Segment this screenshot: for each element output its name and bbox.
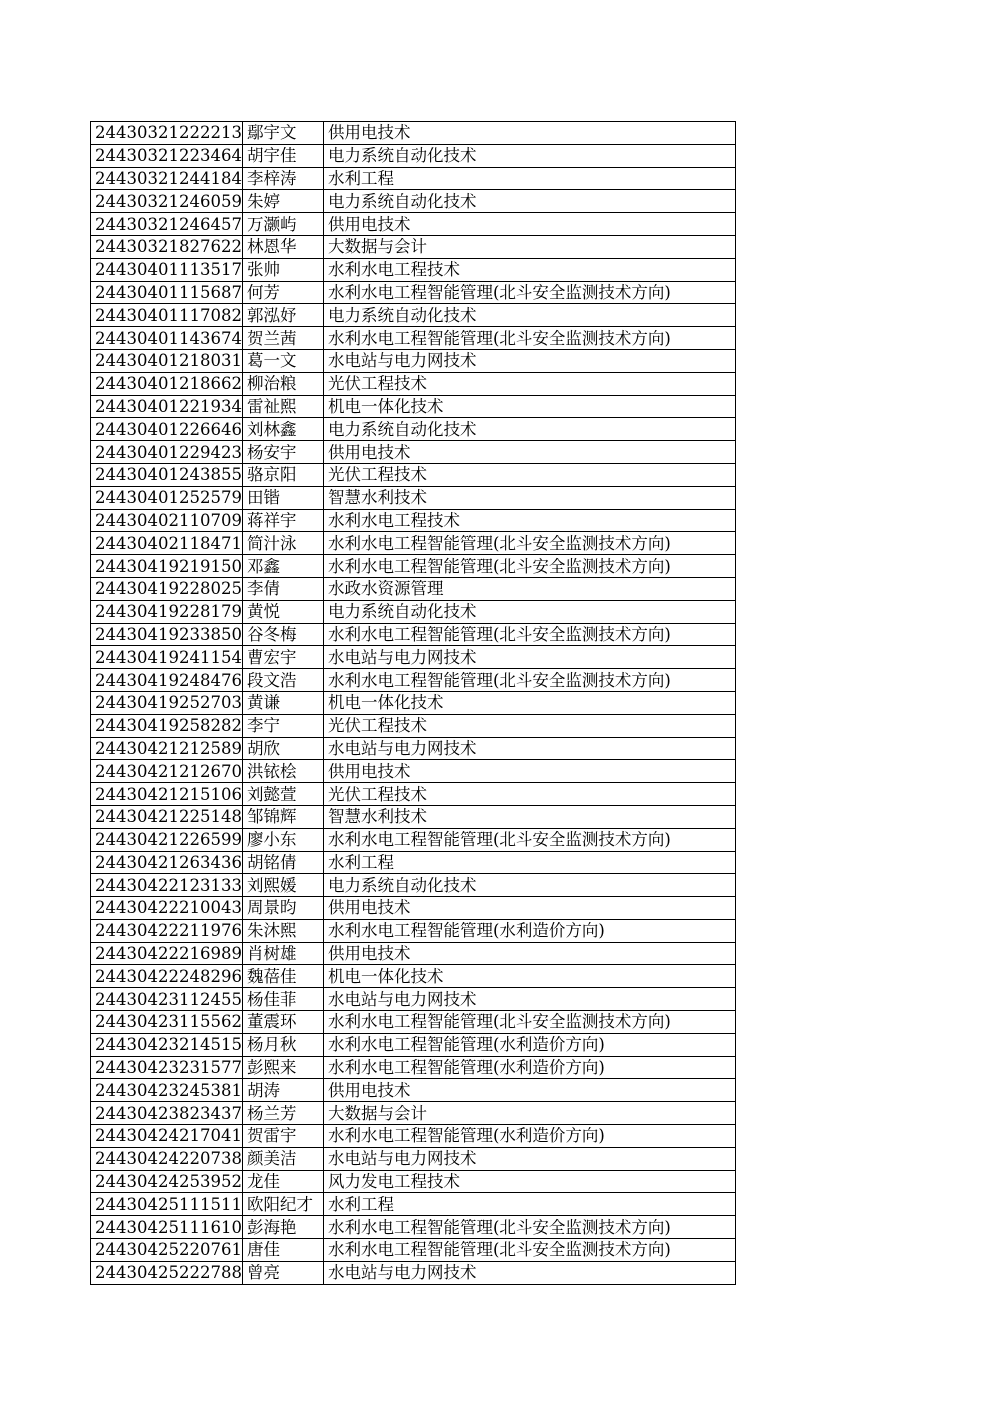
table-row [91,623,736,646]
table-row [91,919,736,942]
major-cell: 机电一体化技术 [323,965,735,988]
student-name-cell: 段文浩 [242,669,323,692]
student-id-cell: 24430425111610 [91,1216,243,1239]
table-row [91,1056,736,1079]
student-id-cell: 24430401221934 [91,395,243,418]
major-cell: 水利水电工程智能管理(水利造价方向) [323,1056,735,1079]
major-cell: 水利水电工程智能管理(北斗安全监测技术方向) [323,532,735,555]
major-cell: 供用电技术 [323,1079,735,1102]
student-name-cell: 简汁泳 [242,532,323,555]
table-row [91,691,736,714]
major-cell: 电力系统自动化技术 [323,190,735,213]
table-row [91,555,736,578]
major-cell: 供用电技术 [323,897,735,920]
student-name-cell: 欧阳纪才 [242,1193,323,1216]
table-row [91,1193,736,1216]
student-name-cell: 杨安宇 [242,441,323,464]
table-row [91,669,736,692]
table-row [91,805,736,828]
table-row [91,1125,736,1148]
table-row [91,441,736,464]
table-row [91,760,736,783]
student-name-cell: 曾亮 [242,1261,323,1284]
student-id-cell: 24430419241154 [91,646,243,669]
student-id-cell: 24430321827622 [91,235,243,258]
student-id-cell: 24430421215106 [91,783,243,806]
major-cell: 电力系统自动化技术 [323,418,735,441]
student-id-cell: 24430401117082 [91,304,243,327]
student-id-cell: 24430401143674 [91,327,243,350]
student-id-cell: 24430423231577 [91,1056,243,1079]
student-name-cell: 骆京阳 [242,463,323,486]
student-id-cell: 24430321246457 [91,213,243,236]
table-row [91,577,736,600]
major-cell: 水利工程 [323,1193,735,1216]
major-cell: 电力系统自动化技术 [323,144,735,167]
student-name-cell: 贺兰茜 [242,327,323,350]
student-name-cell: 朱沐熙 [242,919,323,942]
student-name-cell: 刘熙媛 [242,874,323,897]
student-name-cell: 邹锦辉 [242,805,323,828]
student-id-cell: 24430421225148 [91,805,243,828]
student-name-cell: 张帅 [242,258,323,281]
table-row [91,965,736,988]
table-row [91,463,736,486]
student-id-cell: 24430321246059 [91,190,243,213]
student-id-cell: 24430421212670 [91,760,243,783]
student-name-cell: 彭海艳 [242,1216,323,1239]
student-id-cell: 24430401229423 [91,441,243,464]
table-row [91,714,736,737]
major-cell: 供用电技术 [323,942,735,965]
student-id-cell: 24430425222788 [91,1261,243,1284]
major-cell: 水电站与电力网技术 [323,646,735,669]
table-row [91,988,736,1011]
major-cell: 电力系统自动化技术 [323,304,735,327]
major-cell: 水利水电工程智能管理(北斗安全监测技术方向) [323,281,735,304]
major-cell: 水电站与电力网技术 [323,737,735,760]
student-id-cell: 24430321223464 [91,144,243,167]
major-cell: 智慧水利技术 [323,486,735,509]
student-id-cell: 24430424220738 [91,1147,243,1170]
major-cell: 水利水电工程技术 [323,509,735,532]
table-row [91,122,736,145]
student-name-cell: 蒋祥宇 [242,509,323,532]
table-row [91,258,736,281]
student-id-cell: 24430425220761 [91,1239,243,1262]
table-row [91,486,736,509]
student-id-cell: 24430401252579 [91,486,243,509]
student-id-cell: 24430423112455 [91,988,243,1011]
student-name-cell: 董震环 [242,1011,323,1034]
major-cell: 水利工程 [323,851,735,874]
table-row [91,167,736,190]
major-cell: 水利水电工程智能管理(水利造价方向) [323,1033,735,1056]
student-name-cell: 龙佳 [242,1170,323,1193]
table-row [91,874,736,897]
student-name-cell: 颜美洁 [242,1147,323,1170]
student-name-cell: 杨佳菲 [242,988,323,1011]
major-cell: 水利水电工程智能管理(北斗安全监测技术方向) [323,828,735,851]
student-id-cell: 24430402110709 [91,509,243,532]
major-cell: 水利工程 [323,167,735,190]
major-cell: 水电站与电力网技术 [323,349,735,372]
student-name-cell: 胡涛 [242,1079,323,1102]
major-cell: 水利水电工程技术 [323,258,735,281]
major-cell: 机电一体化技术 [323,395,735,418]
major-cell: 光伏工程技术 [323,783,735,806]
major-cell: 光伏工程技术 [323,463,735,486]
table-row [91,144,736,167]
student-id-cell: 24430401113517 [91,258,243,281]
student-id-cell: 24430401218662 [91,372,243,395]
student-id-cell: 24430419258282 [91,714,243,737]
student-id-cell: 24430425111511 [91,1193,243,1216]
student-id-cell: 24430422248296 [91,965,243,988]
student-name-cell: 雷祉熙 [242,395,323,418]
major-cell: 智慧水利技术 [323,805,735,828]
major-cell: 风力发电工程技术 [323,1170,735,1193]
student-name-cell: 何芳 [242,281,323,304]
student-name-cell: 黄谦 [242,691,323,714]
student-list-table [90,121,736,1285]
table-row [91,372,736,395]
student-id-cell: 24430321222213 [91,122,243,145]
student-name-cell: 彭熙来 [242,1056,323,1079]
student-id-cell: 24430422210043 [91,897,243,920]
table-row [91,600,736,623]
major-cell: 水电站与电力网技术 [323,988,735,1011]
student-name-cell: 郭泓妤 [242,304,323,327]
table-row [91,1170,736,1193]
student-name-cell: 杨兰芳 [242,1102,323,1125]
table-row [91,532,736,555]
table-row [91,281,736,304]
major-cell: 供用电技术 [323,760,735,783]
student-id-cell: 24430423245381 [91,1079,243,1102]
major-cell: 水利水电工程智能管理(北斗安全监测技术方向) [323,1239,735,1262]
student-name-cell: 杨月秋 [242,1033,323,1056]
major-cell: 水政水资源管理 [323,577,735,600]
student-name-cell: 胡欣 [242,737,323,760]
table-row [91,190,736,213]
student-id-cell: 24430401115687 [91,281,243,304]
major-cell: 水利水电工程智能管理(北斗安全监测技术方向) [323,327,735,350]
student-name-cell: 刘懿萱 [242,783,323,806]
major-cell: 电力系统自动化技术 [323,874,735,897]
table-row [91,327,736,350]
student-name-cell: 林恩华 [242,235,323,258]
student-id-cell: 24430421212589 [91,737,243,760]
major-cell: 水利水电工程智能管理(水利造价方向) [323,1125,735,1148]
major-cell: 水利水电工程智能管理(水利造价方向) [323,919,735,942]
student-name-cell: 刘林鑫 [242,418,323,441]
table-row [91,1033,736,1056]
student-id-cell: 24430419228025 [91,577,243,600]
student-id-cell: 24430422211976 [91,919,243,942]
student-name-cell: 朱婷 [242,190,323,213]
student-name-cell: 谷冬梅 [242,623,323,646]
student-id-cell: 24430321244184 [91,167,243,190]
student-name-cell: 李宁 [242,714,323,737]
student-name-cell: 贺雷宇 [242,1125,323,1148]
table-row [91,1216,736,1239]
student-name-cell: 周景昀 [242,897,323,920]
student-id-cell: 24430424253952 [91,1170,243,1193]
major-cell: 光伏工程技术 [323,372,735,395]
student-name-cell: 胡铭倩 [242,851,323,874]
student-name-cell: 鄢宇文 [242,122,323,145]
table-row [91,783,736,806]
student-id-cell: 24430419252703 [91,691,243,714]
major-cell: 水利水电工程智能管理(北斗安全监测技术方向) [323,1216,735,1239]
student-name-cell: 唐佳 [242,1239,323,1262]
student-name-cell: 廖小东 [242,828,323,851]
table-row [91,509,736,532]
table-row [91,395,736,418]
table-row [91,235,736,258]
major-cell: 供用电技术 [323,441,735,464]
student-id-cell: 24430402118471 [91,532,243,555]
table-row [91,897,736,920]
student-name-cell: 葛一文 [242,349,323,372]
student-id-cell: 24430423823437 [91,1102,243,1125]
student-name-cell: 肖树雄 [242,942,323,965]
student-id-cell: 24430422123133 [91,874,243,897]
table-row [91,1261,736,1284]
major-cell: 大数据与会计 [323,1102,735,1125]
table-row [91,646,736,669]
table-row [91,737,736,760]
student-id-cell: 24430419233850 [91,623,243,646]
table-row [91,942,736,965]
student-name-cell: 黄悦 [242,600,323,623]
major-cell: 供用电技术 [323,122,735,145]
major-cell: 水电站与电力网技术 [323,1147,735,1170]
major-cell: 水利水电工程智能管理(北斗安全监测技术方向) [323,555,735,578]
student-id-cell: 24430421263436 [91,851,243,874]
student-name-cell: 李倩 [242,577,323,600]
student-name-cell: 曹宏宇 [242,646,323,669]
table-row [91,1102,736,1125]
student-id-cell: 24430423214515 [91,1033,243,1056]
student-id-cell: 24430419219150 [91,555,243,578]
student-name-cell: 胡宇佳 [242,144,323,167]
student-id-cell: 24430419228179 [91,600,243,623]
table-row [91,851,736,874]
table-row [91,418,736,441]
student-list-body [91,122,736,1285]
student-id-cell: 24430401226646 [91,418,243,441]
student-name-cell: 田锴 [242,486,323,509]
student-id-cell: 24430424217041 [91,1125,243,1148]
student-name-cell: 万灏屿 [242,213,323,236]
major-cell: 电力系统自动化技术 [323,600,735,623]
major-cell: 大数据与会计 [323,235,735,258]
table-row [91,1079,736,1102]
major-cell: 机电一体化技术 [323,691,735,714]
student-id-cell: 24430422216989 [91,942,243,965]
student-name-cell: 柳治粮 [242,372,323,395]
student-id-cell: 24430401243855 [91,463,243,486]
student-name-cell: 魏蓓佳 [242,965,323,988]
student-id-cell: 24430401218031 [91,349,243,372]
table-row [91,213,736,236]
major-cell: 供用电技术 [323,213,735,236]
major-cell: 光伏工程技术 [323,714,735,737]
major-cell: 水利水电工程智能管理(北斗安全监测技术方向) [323,1011,735,1034]
student-id-cell: 24430423115562 [91,1011,243,1034]
student-id-cell: 24430421226599 [91,828,243,851]
table-row [91,304,736,327]
student-name-cell: 洪铱桧 [242,760,323,783]
student-name-cell: 邓鑫 [242,555,323,578]
table-row [91,1147,736,1170]
major-cell: 水电站与电力网技术 [323,1261,735,1284]
table-row [91,1011,736,1034]
student-id-cell: 24430419248476 [91,669,243,692]
table-row [91,1239,736,1262]
table-row [91,828,736,851]
major-cell: 水利水电工程智能管理(北斗安全监测技术方向) [323,623,735,646]
major-cell: 水利水电工程智能管理(北斗安全监测技术方向) [323,669,735,692]
table-row [91,349,736,372]
student-name-cell: 李梓涛 [242,167,323,190]
